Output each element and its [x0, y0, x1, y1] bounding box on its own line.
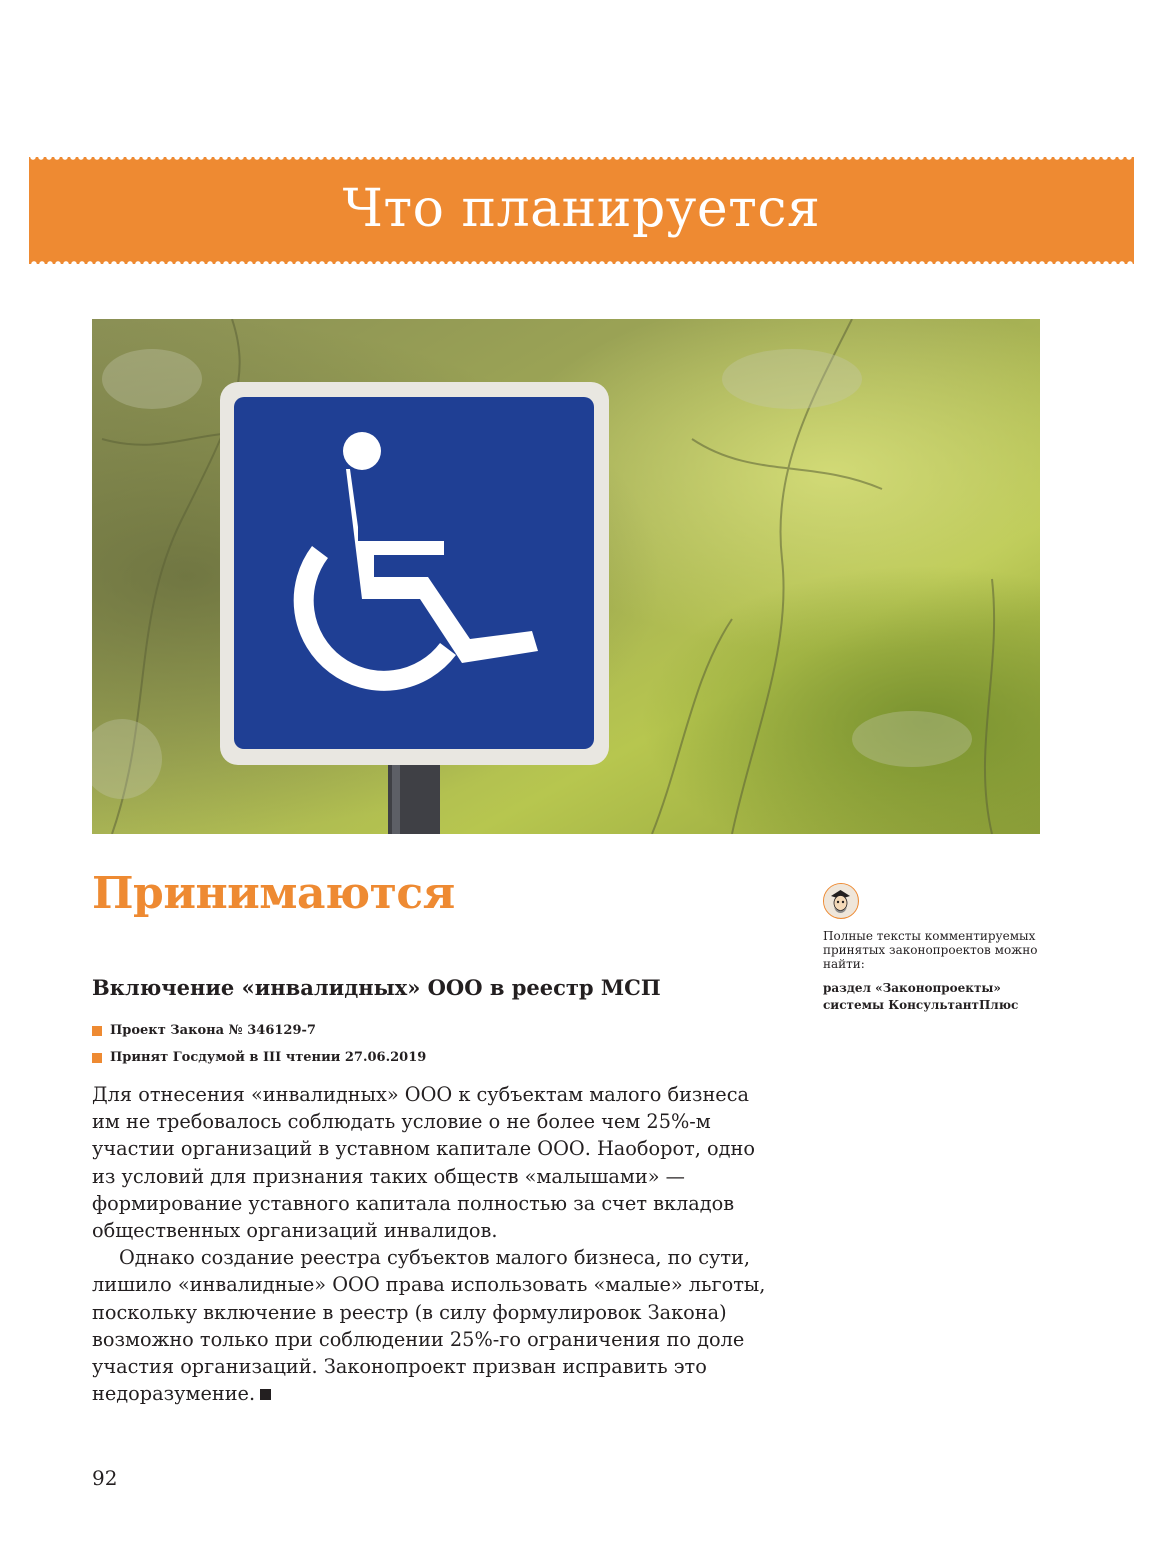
- end-of-article-mark: [260, 1389, 271, 1400]
- bill-status: [92, 1044, 426, 1071]
- banner-title: Что планируется: [342, 178, 821, 239]
- paragraph-1: Для отнесения «инвалидных» ООО к субъектам малого бизнеса им не требовалось соблюдать условие о не более чем 25%-м участии организаций в уставном капитале ООО. Наоборот, одно из условий для признания таких обществ «малышами» — формирование уставного капитала полностью за счет вкладов общественных организаций инвалидов.: [92, 1083, 755, 1243]
- orange-square-bullet-icon: [92, 1053, 102, 1063]
- sidebar-source: раздел «Законопроекты» системы КонсультантПлюс: [823, 981, 1019, 1012]
- section-heading: Принимаются: [92, 868, 455, 919]
- sidebar-note: [823, 883, 1063, 1014]
- bill-number-text: Проект Закона № 346129-7: [110, 1023, 316, 1038]
- photo-disabled-parking-sign: [92, 319, 1040, 834]
- bill-number: [92, 1017, 426, 1044]
- paragraph-2: [92, 1244, 782, 1407]
- photo-illustration: [92, 319, 1040, 834]
- consultant-avatar-icon: [823, 883, 859, 919]
- article-body: [92, 1081, 782, 1407]
- bill-status-text: Принят Госдумой в III чтении 27.06.2019: [110, 1050, 427, 1065]
- orange-square-bullet-icon: [92, 1026, 102, 1036]
- paragraph-2-text: Однако создание реестра субъектов малого бизнеса, по сути, лишило «инвалидные» ООО права использовать «малые» льготы, поскольку включение в реестр (в силу формулировок Закона) возможно только при соблюдении 25%-го ограничения по доле участия организаций. Законопроект призван исправить это недоразумение.: [92, 1246, 766, 1406]
- section-banner: [29, 157, 1134, 264]
- bill-meta: [92, 1017, 426, 1071]
- page-number: 92: [92, 1466, 118, 1490]
- article-title: Включение «инвалидных» ООО в реестр МСП: [92, 975, 661, 1000]
- sidebar-note-text: Полные тексты комментируемых принятых законопроектов можно найти:: [823, 929, 1038, 971]
